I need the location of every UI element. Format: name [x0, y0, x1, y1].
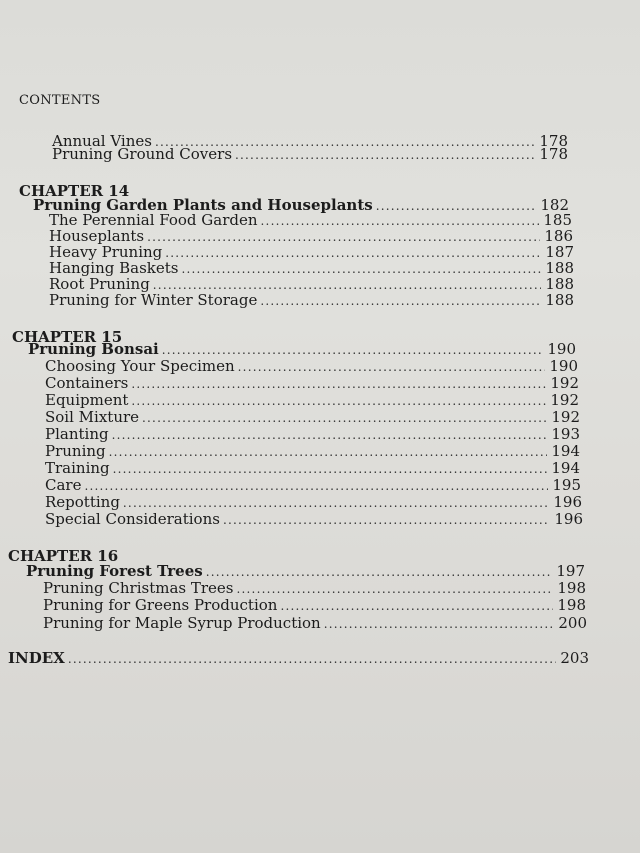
dot-leader [223, 512, 550, 529]
toc-entry[interactable] [45, 511, 583, 529]
toc-entry-label: Root Pruning [49, 275, 150, 293]
toc-entry-page: 194 [551, 459, 580, 477]
toc-entry-page: 203 [560, 649, 589, 667]
toc-entry-label: Pruning Forest Trees [26, 562, 203, 580]
toc-entry-page: 182 [540, 196, 569, 214]
toc-entry-page: 192 [550, 374, 579, 392]
toc-entry-page: 187 [545, 243, 574, 261]
toc-entry-label: Planting [45, 425, 109, 443]
dot-leader [280, 598, 553, 615]
toc-entry-label: Pruning Christmas Trees [43, 579, 234, 597]
toc-entry-label: Special Considerations [45, 510, 220, 528]
toc-entry-page: 196 [553, 493, 582, 511]
toc-entry-page: 196 [554, 510, 583, 528]
toc-entry-label: Hanging Baskets [49, 259, 179, 277]
toc-entry-page: 197 [556, 562, 585, 580]
toc-entry-page: 188 [545, 259, 574, 277]
toc-entry-label: Repotting [45, 493, 120, 511]
dot-leader [131, 376, 546, 393]
page-heading: CONTENTS [19, 93, 101, 108]
toc-entry-page: 188 [545, 291, 574, 309]
dot-leader [260, 293, 541, 310]
dot-leader [206, 564, 552, 581]
toc-entry-label: Soil Mixture [45, 408, 140, 426]
chapter-14-title: CHAPTER 14 [19, 182, 130, 200]
toc-entry-label: Care [45, 476, 82, 494]
dot-leader [68, 651, 556, 668]
toc-entry[interactable] [45, 477, 581, 495]
dot-leader [142, 410, 547, 427]
dot-leader [109, 444, 547, 461]
toc-entry-page: 194 [551, 442, 580, 460]
toc-entry-label: Heavy Pruning [49, 243, 163, 261]
toc-entry-page: 192 [551, 408, 580, 426]
dot-leader [238, 359, 545, 376]
toc-entry-label: Pruning for Maple Syrup Production [43, 614, 321, 632]
toc-entry-page: 195 [552, 476, 581, 494]
toc-entry-label: Annual Vines [52, 132, 152, 150]
chapter-15-title: CHAPTER 15 [12, 328, 123, 346]
dot-leader [113, 461, 547, 478]
toc-entry-label: The Perennial Food Garden [49, 211, 258, 229]
toc-entry-page: 185 [543, 211, 572, 229]
dot-leader [112, 427, 547, 444]
dot-leader [237, 581, 553, 598]
toc-entry-label: Pruning Garden Plants and Houseplants [33, 196, 373, 214]
toc-entry-page: 198 [557, 596, 586, 614]
toc-entry[interactable] [45, 426, 580, 444]
toc-entry-page: 200 [558, 614, 587, 632]
toc-entry[interactable] [45, 460, 580, 478]
toc-entry-label: Equipment [45, 391, 129, 409]
chapter-16-title: CHAPTER 16 [8, 547, 119, 565]
toc-entry[interactable] [43, 597, 586, 615]
index-entry[interactable] [8, 650, 589, 668]
toc-entry-label: Pruning [45, 442, 106, 460]
toc-entry-label: Pruning Ground Covers [52, 145, 233, 163]
toc-entry-label: Houseplants [49, 227, 145, 245]
toc-entry-page: 190 [549, 357, 578, 375]
toc-entry-page: 192 [550, 391, 579, 409]
toc-entry[interactable] [45, 409, 580, 427]
toc-entry-page: 178 [539, 132, 568, 150]
dot-leader [84, 478, 548, 495]
toc-entry-page: 178 [539, 145, 568, 163]
toc-entry-label: Containers [45, 374, 129, 392]
toc-entry[interactable] [43, 615, 587, 633]
toc-entry[interactable] [49, 292, 574, 310]
toc-entry-label: Pruning for Greens Production [43, 596, 278, 614]
toc-entry-label: INDEX [8, 649, 65, 667]
toc-entry-label: Training [45, 459, 110, 477]
dot-leader [235, 147, 535, 164]
toc-entry-page: 190 [547, 340, 576, 358]
toc-entry[interactable] [45, 443, 580, 461]
toc-entry-label: Choosing Your Specimen [45, 357, 235, 375]
toc-entry-page: 188 [545, 275, 574, 293]
dot-leader [131, 393, 546, 410]
toc-entry-page: 193 [551, 425, 580, 443]
toc-entry-label: Pruning Bonsai [28, 340, 159, 358]
toc-entry-page: 198 [557, 579, 586, 597]
toc-entry[interactable] [52, 146, 568, 164]
toc-entry-label: Pruning for Winter Storage [49, 291, 258, 309]
toc-entry-page: 186 [544, 227, 573, 245]
dot-leader [324, 616, 554, 633]
